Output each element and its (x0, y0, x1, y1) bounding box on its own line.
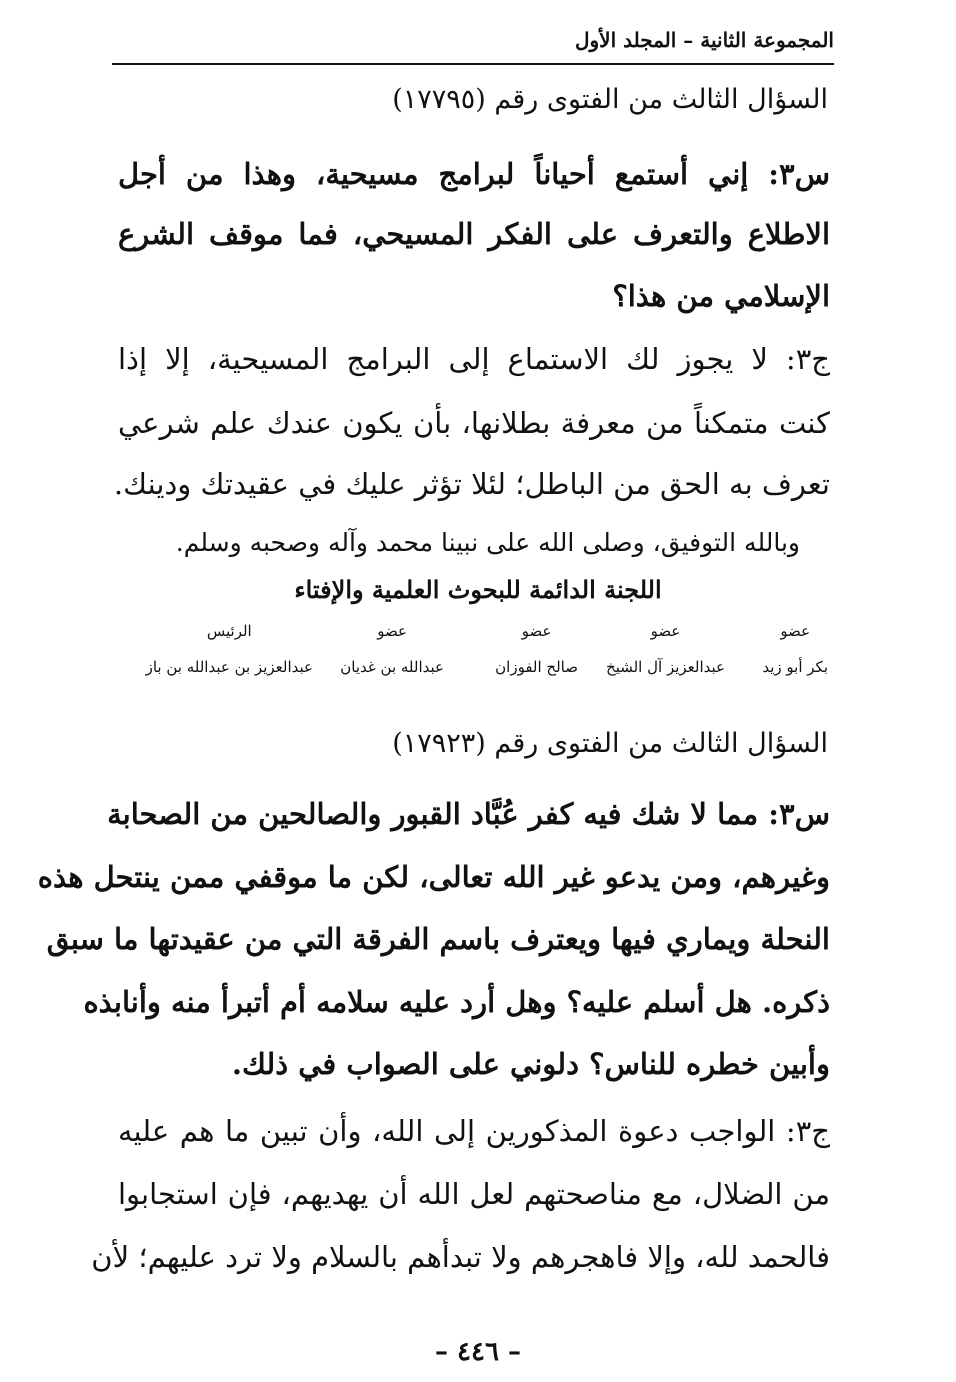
signatory-name: صالح الفوزان (495, 658, 578, 676)
signatory (762, 622, 828, 676)
question-line: الاطلاع والتعرف على الفكر المسيحي، فما موقف الشرع (118, 217, 830, 251)
signatory (495, 622, 578, 676)
question-line: وأبين خطره للناس؟ دلوني على الصواب في ذلك. (231, 1047, 830, 1081)
running-header: المجموعة الثانية – المجلد الأول (574, 28, 834, 52)
question-line: النحلة ويماري فيها ويعترف باسم الفرقة التي من عقيدتها ما سبق (46, 922, 830, 956)
signatory-name: عبدالعزيز بن عبدالله بن باز (145, 658, 313, 676)
question-line: س٣: مما لا شك فيه كفر عُبَّاد القبور والصالحين من الصحابة (107, 797, 830, 831)
question-line: س٣: إني أستمع أحياناً لبرامج مسيحية، وهذا من أجل (118, 157, 830, 191)
committee-name: اللجنة الدائمة للبحوث العلمية والإفتاء (294, 575, 662, 604)
signatory (340, 622, 444, 676)
question-line: وغيرهم، ومن يدعو غير الله تعالى، لكن ما موقفي ممن ينتحل هذه (37, 860, 830, 894)
header-rule (112, 63, 834, 65)
signatory-role: عضو (650, 622, 681, 640)
signatory-name: عبدالعزيز آل الشيخ (606, 658, 725, 676)
signatory-role: عضو (780, 622, 811, 640)
question-line: ذكره. هل أسلم عليه؟ وهل أرد عليه سلامه أم أتبرأ منه وأنابذه (83, 985, 830, 1019)
fatwa-title: السؤال الثالث من الفتوى رقم (١٧٧٩٥) (392, 84, 828, 115)
closing-formula: وبالله التوفيق، وصلى الله على نبينا محمد وآله وصحبه وسلم. (175, 528, 800, 557)
page-number: – ٤٤٦ – (434, 1337, 522, 1367)
signatory-role: عضو (377, 622, 407, 640)
signatory (146, 622, 313, 676)
signatory-role: الرئيس (206, 622, 252, 640)
answer-line: فالحمد لله، وإلا فاهجرهم ولا تبدأهم بالسلام ولا ترد عليهم؛ لأن (91, 1240, 830, 1274)
answer-line: تعرف به الحق من الباطل؛ لئلا تؤثر عليك في عقيدتك ودينك. (113, 467, 830, 501)
answer-line: كنت متمكناً من معرفة بطلانها، بأن يكون عندك علم شرعي (118, 406, 830, 440)
signatory-name: بكر أبو زيد (762, 658, 828, 676)
signatories (138, 622, 828, 692)
signatory-role: عضو (521, 622, 552, 640)
answer-line: من الضلال، مع مناصحتهم لعل الله أن يهديهم، فإن استجابوا (118, 1177, 830, 1211)
answer-line: ج٣: لا يجوز لك الاستماع إلى البرامج المسيحية، إلا إذا (118, 342, 830, 376)
question-line: الإسلامي من هذا؟ (612, 279, 830, 313)
signatory (606, 622, 725, 676)
answer-line: ج٣: الواجب دعوة المذكورين إلى الله، وأن تبين ما هم عليه (118, 1114, 830, 1148)
signatory-name: عبدالله بن غديان (340, 658, 444, 676)
fatwa-title: السؤال الثالث من الفتوى رقم (١٧٩٢٣) (392, 728, 828, 759)
